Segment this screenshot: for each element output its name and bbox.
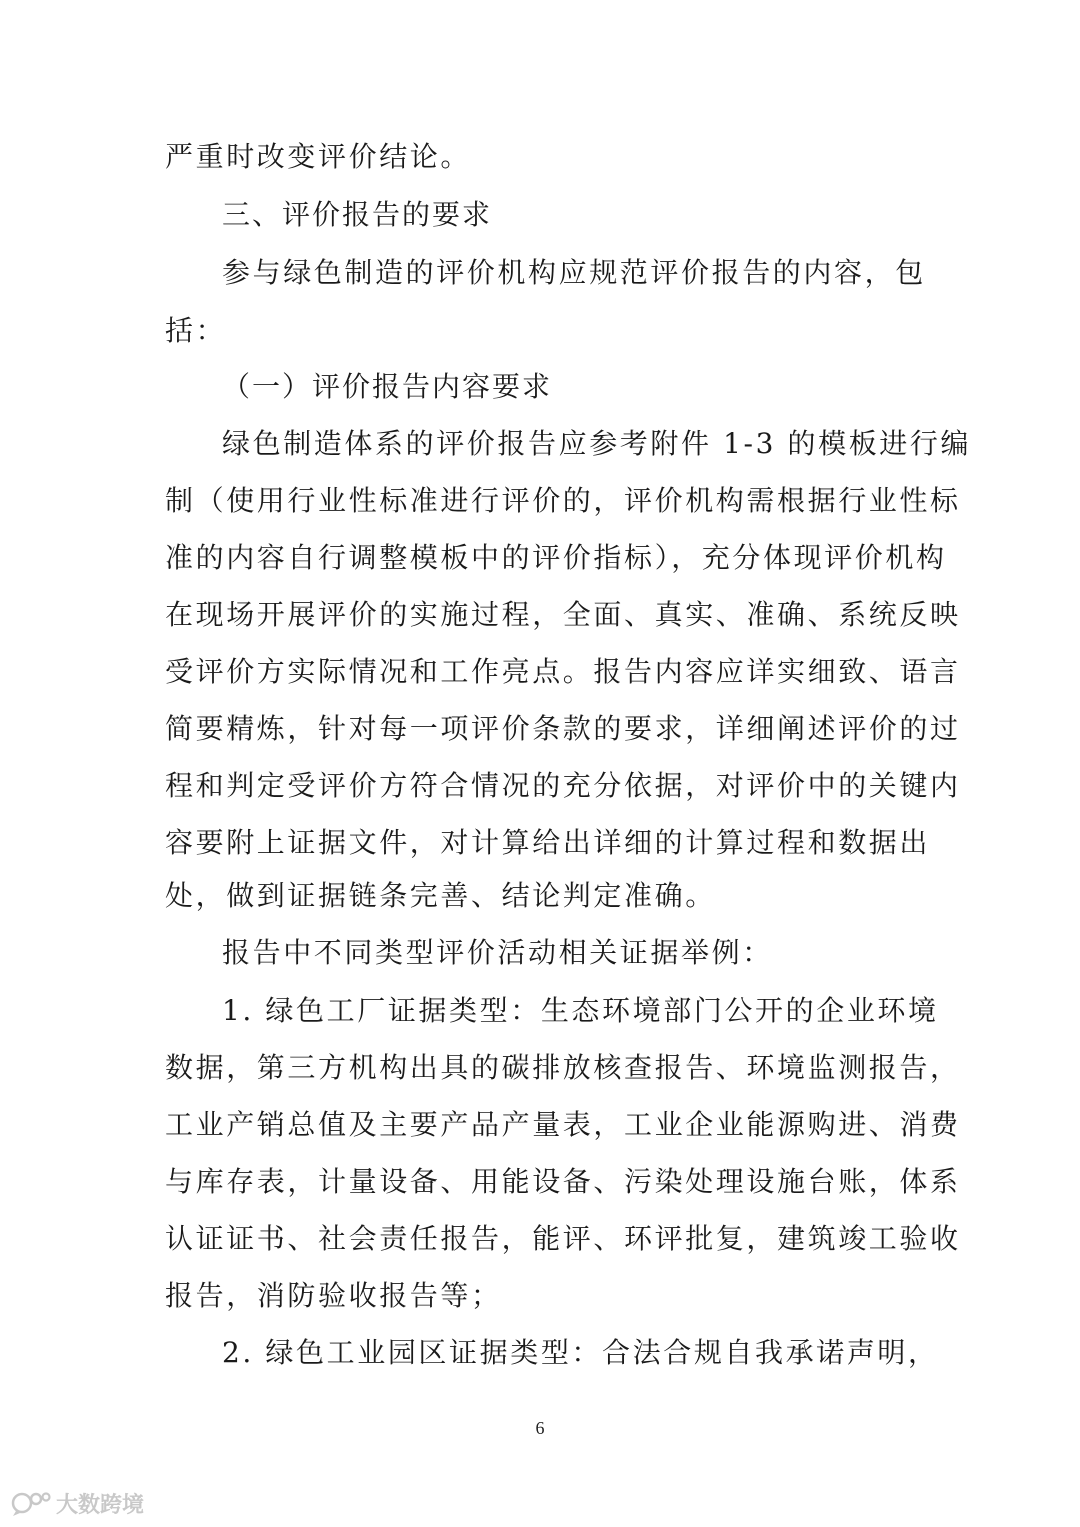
body-text-line: 容要附上证据文件，对计算给出详细的计算过程和数据出 bbox=[165, 826, 931, 859]
body-text-line: 程和判定受评价方符合情况的充分依据，对评价中的关键内 bbox=[165, 769, 961, 802]
watermark bbox=[10, 1488, 144, 1518]
body-text-line: 括： bbox=[165, 314, 227, 347]
body-text-line: 准的内容自行调整模板中的评价指标），充分体现评价机构 bbox=[165, 541, 947, 574]
page-number: 6 bbox=[535, 1418, 545, 1438]
body-text-line: 严重时改变评价结论。 bbox=[165, 140, 472, 173]
body-text-line: 处，做到证据链条完善、结论判定准确。 bbox=[165, 879, 716, 912]
body-text-line: 工业产销总值及主要产品产量表，工业企业能源购进、消费 bbox=[165, 1108, 961, 1141]
body-text-line: 报告中不同类型评价活动相关证据举例： bbox=[222, 936, 773, 969]
body-text-line: 简要精炼，针对每一项评价条款的要求，详细阐述评价的过 bbox=[165, 712, 961, 745]
list-item-1: 1. 绿色工厂证据类型：生态环境部门公开的企业环境 bbox=[222, 994, 939, 1027]
body-text-line: 报告，消防验收报告等； bbox=[165, 1279, 502, 1312]
body-text-line: 数据，第三方机构出具的碳排放核查报告、环境监测报告， bbox=[165, 1051, 961, 1084]
section-heading: 三、评价报告的要求 bbox=[222, 198, 493, 231]
body-text-line: 制（使用行业性标准进行评价的，评价机构需根据行业性标 bbox=[165, 484, 961, 517]
body-text-line: 参与绿色制造的评价机构应规范评价报告的内容，包 bbox=[222, 256, 926, 289]
body-text-line: 认证证书、社会责任报告，能评、环评批复，建筑竣工验收 bbox=[165, 1222, 961, 1255]
body-text-line: 与库存表，计量设备、用能设备、污染处理设施台账，体系 bbox=[165, 1165, 961, 1198]
subsection-heading: （一）评价报告内容要求 bbox=[222, 370, 553, 403]
body-text-line: 绿色制造体系的评价报告应参考附件 1-3 的模板进行编 bbox=[222, 427, 972, 460]
list-item-2: 2. 绿色工业园区证据类型：合法合规自我承诺声明， bbox=[222, 1336, 939, 1369]
body-text-line: 受评价方实际情况和工作亮点。报告内容应详实细致、语言 bbox=[165, 655, 961, 688]
bubble-logo-icon bbox=[10, 1489, 52, 1517]
body-text-line: 在现场开展评价的实施过程，全面、真实、准确、系统反映 bbox=[165, 598, 961, 631]
watermark-text: 大数跨境 bbox=[56, 1492, 145, 1518]
